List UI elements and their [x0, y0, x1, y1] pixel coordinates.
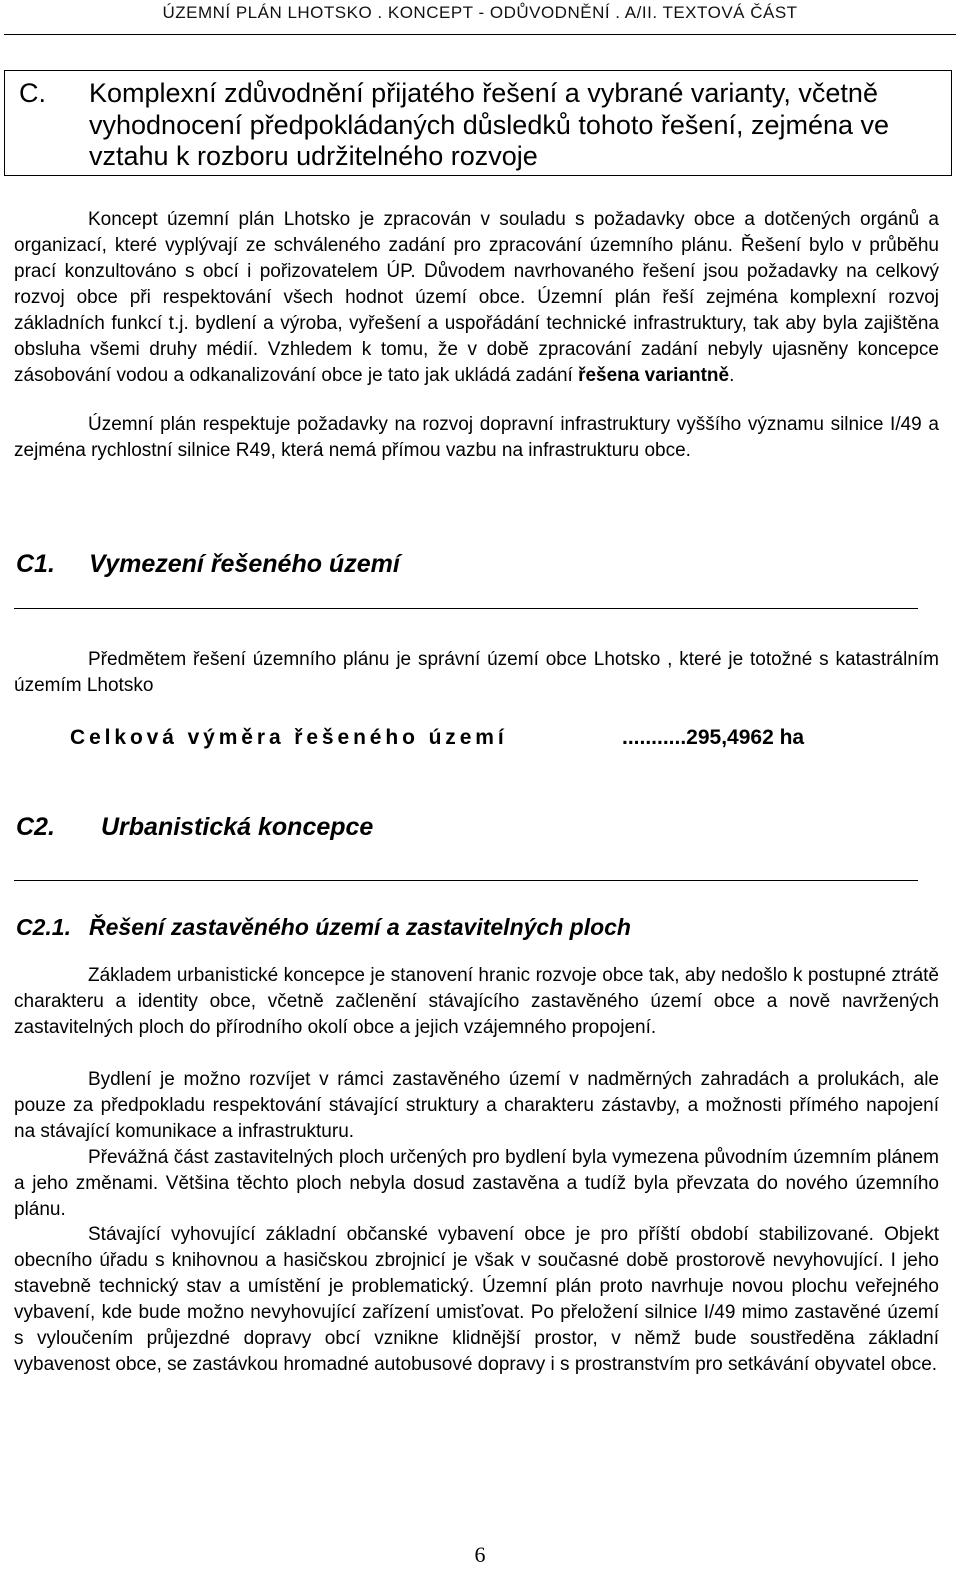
c21-paragraph-4 [14, 1222, 939, 1378]
section-c-title: Komplexní zdůvodnění přijatého řešení a vybrané varianty, včetně vyhodnocení předpokládaných důsledků tohoto řešení, zejména ve vztahu k rozboru udržitelného rozvoje [89, 78, 890, 171]
c21-title: Řešení zastavěného území a zastavitelných ploch [89, 914, 631, 940]
c21-paragraph-1 [14, 963, 939, 1041]
intro-p1-bold: řešena variantně [578, 365, 730, 386]
c1-paragraph [14, 647, 939, 699]
intro-paragraph-2 [14, 412, 939, 464]
c21-number: C2.1. [16, 914, 71, 940]
c1-title: Vymezení řešeného území [89, 550, 400, 578]
intro-p2-text: Územní plán respektuje požadavky na rozvoj dopravní infrastruktury vyššího významu silnice I/49 a zejména rychlostní silnice R49, která nemá přímou vazbu na infrastrukturu obce. [14, 414, 939, 461]
c21-p3-text: Převážná část zastavitelných ploch určených pro bydlení byla vymezena původním územním plánem a jeho změnami. Většina těchto ploch nebyla dosud zastavěna a tudíž byla převzata do nového územního plánu. [14, 1147, 939, 1220]
intro-paragraph-1 [14, 207, 939, 389]
intro-p1-end: . [729, 365, 735, 386]
c21-p2-text: Bydlení je možno rozvíjet v rámci zastavěného území v nadměrných zahradách a prolukách, ale pouze za předpokladu respektování stávající struktury a charakteru zástavby, a možnosti přímého napojení na stávající komunikace a infrastrukturu. [14, 1069, 939, 1142]
c2-number: C2. [16, 813, 55, 841]
page-number: 6 [474, 1542, 486, 1567]
section-c-letter: C. [19, 78, 46, 108]
c21-p1-text: Základem urbanistické koncepce je stanovení hranic rozvoje obce tak, aby nedošlo k postupné ztrátě charakteru a identity obce, včetně začlenění stávajícího zastavěného území obce a nově navržených zastavitelných ploch do přírodního okolí obce a jejich vzájemného propojení. [14, 965, 939, 1038]
header-rule [4, 34, 956, 35]
c21-p4-text: Stávající vyhovující základní občanské vybavení obce je pro příští období stabilizované. Objekt obecního úřadu s knihovnou a hasičskou zbrojnicí je však v současné době prostorově nevyhovující. I jeho stavebně technický stav a umístění je problematický. Územní plán proto navrhuje novou plochu veřejného vybavení, kde bude možno nevyhovující zařízení umisťovat. Po přeložení silnice I/49 mimo zastavěné území s vyloučením průjezdné dopravy obcí vznikne klidnější prostor, v němž bude soustředěna základní vybavenost obce, se zastávkou hromadné autobusové dopravy i s prostranstvím pro setkávání obyvatel obce. [14, 1224, 939, 1375]
running-header: ÚZEMNÍ PLÁN LHOTSKO . KONCEPT - ODŮVODNĚNÍ . A/II. TEXTOVÁ ČÁST [162, 3, 798, 22]
c1-number: C1. [16, 550, 55, 578]
c21-paragraph-2 [14, 1067, 939, 1145]
intro-p1-text: Koncept územní plán Lhotsko je zpracován v souladu s požadavky obce a dotčených orgánů a organizací, které vyplývají ze schváleného zadání pro zpracování územního plánu. Řešení bylo v průběhu prací konzultováno s obcí i pořizovatelem ÚP. Důvodem navrhovaného řešení jsou požadavky na celkový rozvoj obce při respektování všech hodnot území obce. Územní plán řeší zejména komplexní rozvoj základních funkcí t.j. bydlení a výroba, vyřešení a uspořádání technické infrastruktury, tak aby byla zajištěna obsluha všemi druhy médií. Vzhledem k tomu, že v době zpracování zadání nebyly ujasněny koncepce zásobování vodou a odkanalizování obce je tato jak ukládá zadání [14, 209, 939, 386]
c1-text: Předmětem řešení územního plánu je správní území obce Lhotsko , které je totožné s katastrálním územím Lhotsko [14, 649, 939, 696]
c2-title: Urbanistická koncepce [101, 813, 374, 841]
area-label: Celková výměra řešeného území [70, 726, 508, 749]
c1-rule [14, 608, 918, 609]
c2-rule [14, 880, 918, 881]
area-value: ...........295,4962 ha [622, 726, 805, 749]
c21-paragraph-3 [14, 1145, 939, 1223]
